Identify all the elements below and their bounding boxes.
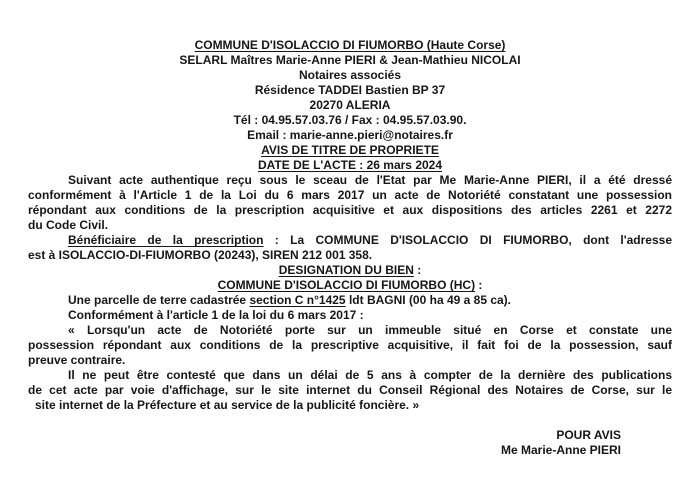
notice-title: AVIS DE TITRE DE PROPRIETE <box>261 143 439 157</box>
designation-title-line <box>28 263 672 278</box>
paragraph-line: de cet acte par voie d'affichage, sur le site internet du Conseil Régional des Notaires de Corse, sur le <box>28 383 672 397</box>
letterhead <box>28 38 672 173</box>
paragraph-line: site internet de la Préfecture et au service de la publicité foncière. » <box>35 398 420 412</box>
address-line-2: 20270 ALERIA <box>309 98 391 112</box>
beneficiaire-label: Bénéficiaire de la prescription <box>68 233 264 247</box>
phone-fax-line: Tél : 04.95.57.03.76 / Fax : 04.95.57.03.90. <box>233 113 467 127</box>
parcelle-line <box>28 293 672 308</box>
paragraph-line: possession répondant aux conditions de la prescriptive acquisitive, il fait foi de la possession, sauf <box>28 338 672 352</box>
designation-colon: : <box>413 263 422 277</box>
parcelle-text-pre: Une parcelle de terre cadastrée <box>68 293 250 307</box>
office-line: SELARL Maîtres Marie-Anne PIERI & Jean-Mathieu NICOLAI <box>179 53 521 67</box>
quote-paragraph-1 <box>28 323 672 368</box>
commune-subtitle-line <box>28 278 672 293</box>
paragraph-line: Il ne peut être contesté que dans un délai de 5 ans à compter de la dernière des publications <box>68 368 672 382</box>
commune-title: COMMUNE D'ISOLACCIO DI FIUMORBO (Haute Corse) <box>194 38 506 52</box>
beneficiaire-paragraph <box>28 233 672 263</box>
designation-title: DESIGNATION DU BIEN <box>278 263 414 277</box>
signature-block <box>28 428 672 458</box>
parcelle-text-post: ldt BAGNI (00 ha 49 a 85 ca). <box>345 293 512 307</box>
parcelle-section-ref: section C n°1425 <box>249 293 346 307</box>
paragraph-line: Suivant acte authentique reçu sous le sceau de l'Etat par Me Marie-Anne PIERI, il a été dressé <box>68 173 672 187</box>
email-line: Email : marie-anne.pieri@notaires.fr <box>247 128 453 142</box>
intro-paragraph <box>28 173 672 233</box>
paragraph-line: preuve contraire. <box>28 353 126 367</box>
beneficiaire-text: : La COMMUNE D'ISOLACCIO DI FIUMORBO, dont l'adresse <box>263 233 672 247</box>
commune-subtitle: COMMUNE D'ISOLACCIO DI FIUMORBO (HC) <box>217 278 476 292</box>
pour-avis-label: POUR AVIS <box>556 428 621 442</box>
address-line-1: Résidence TADDEI Bastien BP 37 <box>254 83 446 97</box>
paragraph-line: répondant aux conditions de la prescription acquisitive et aux dispositions des articles 2261 et 2272 <box>28 203 672 217</box>
conformement-line: Conformément à l'article 1 de la loi du 6 mars 2017 : <box>68 308 364 322</box>
signatory-name: Me Marie-Anne PIERI <box>500 443 621 457</box>
paragraph-line <box>28 233 672 248</box>
act-date-line <box>28 158 672 173</box>
act-date: DATE DE L'ACTE : 26 mars 2024 <box>257 158 443 172</box>
paragraph-line: « Lorsqu'un acte de Notoriété porte sur un immeuble situé en Corse et constate une <box>68 323 672 337</box>
paragraph-line: conformément à l'Article 1 de la Loi du 6 mars 2017 un acte de Notoriété constatant une possession <box>28 188 672 202</box>
paragraph-line: est à ISOLACCIO-DI-FIUMORBO (20243), SIREN 212 001 358. <box>28 248 373 262</box>
paragraph-line: du Code Civil. <box>28 218 109 232</box>
commune-title-line <box>28 38 672 53</box>
quote-paragraph-2 <box>28 368 672 413</box>
notice-title-line <box>28 143 672 158</box>
notaires-line: Notaires associés <box>298 68 402 82</box>
commune-subtitle-colon: : <box>475 278 483 292</box>
